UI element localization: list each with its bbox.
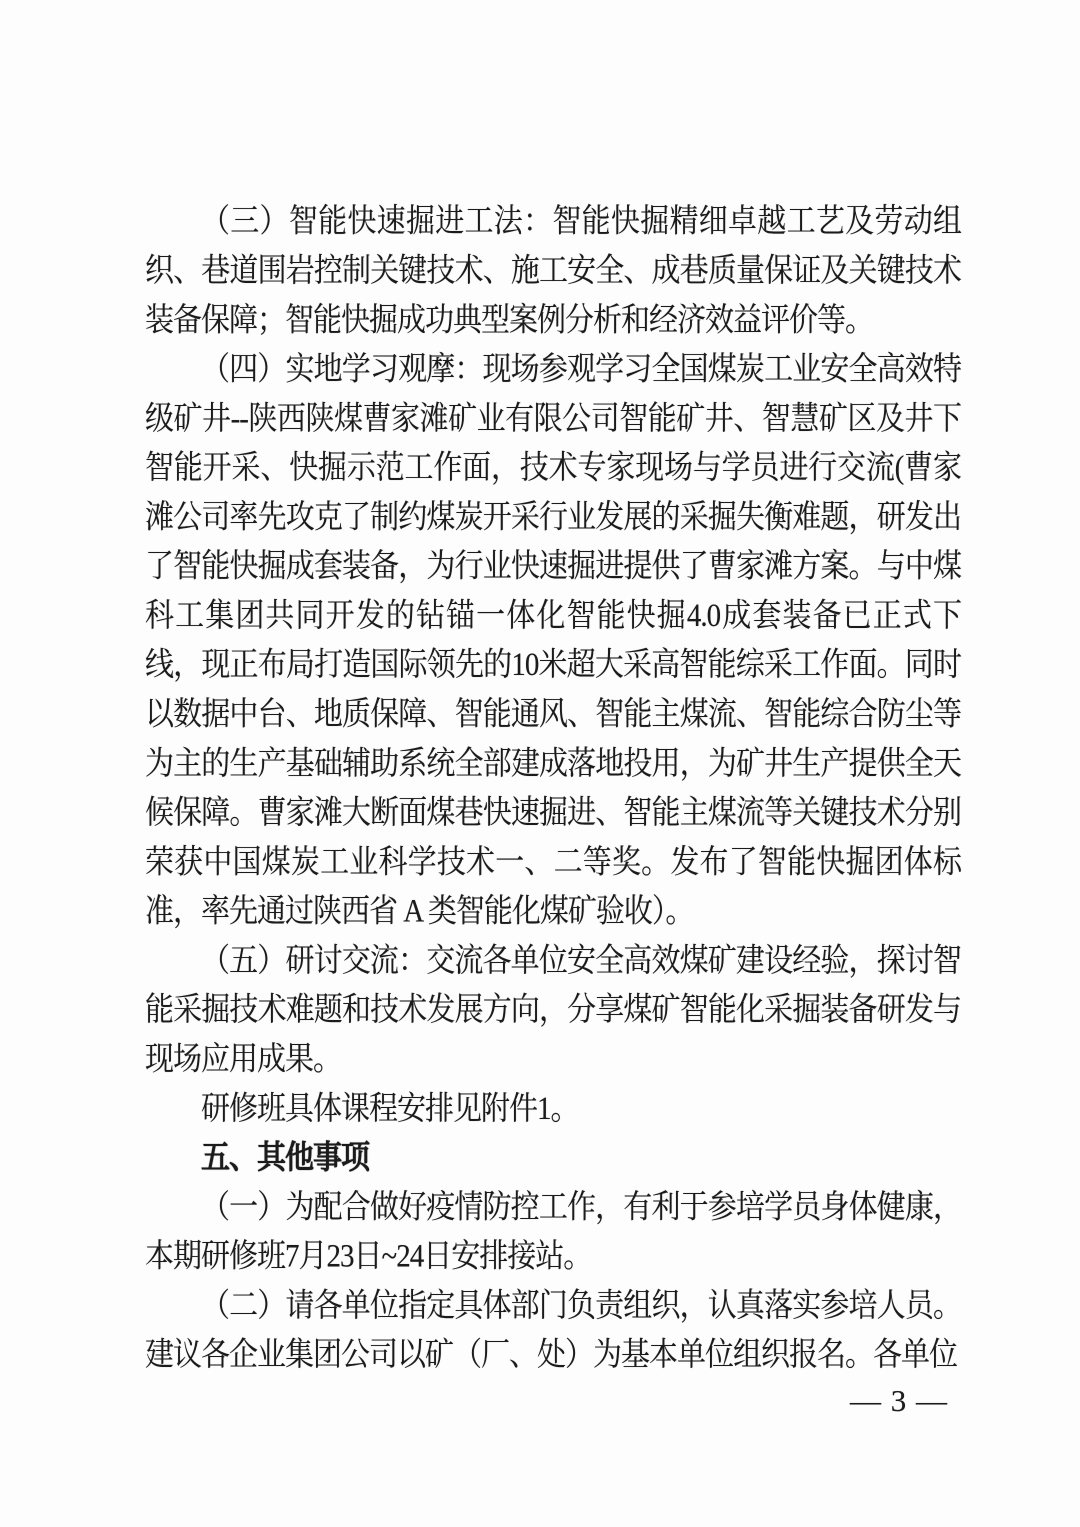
page-number: — 3 — xyxy=(850,1383,948,1418)
paragraph-item-4-field-study: （四）实地学习观摩：现场参观学习全国煤炭工业安全高效特级矿井--陕西陕煤曹家滩矿业有限公司智能矿井、智慧矿区及井下智能开采、快掘示范工作面，技术专家现场与学员进行交流(曹家滩公司率先攻克了制约煤炭开采行业发展的采掘失衡难题，研发出了智能快掘成套装备，为行业快速掘进提供了曹家滩方案。与中煤科工集团共同开发的钻锚一体化智能快掘4.0成套装备已正式下线，现正布局打造国际领先的10米超大采高智能综采工作面。同时以数据中台、地质保障、智能通风、智能主煤流、智能综合防尘等为主的生产基础辅助系统全部建成落地投用，为矿井生产提供全天候保障。曹家滩大断面煤巷快速掘进、智能主煤流等关键技术分别荣获中国煤炭工业科学技术一、二等奖。发布了智能快掘团体标准，率先通过陕西省 A 类智能化煤矿验收）。 xyxy=(145,351,961,930)
document-body xyxy=(145,197,961,1380)
section-heading-other-matters: 五、其他事项 xyxy=(201,1140,370,1176)
other-matters-item-2: （二）请各单位指定具体部门负责组织，认真落实参培人员。建议各企业集团公司以矿（厂、处）为基本单位组织报名。各单位 xyxy=(145,1287,961,1373)
other-matters-item-1: （一）为配合做好疫情防控工作，有利于参培学员身体健康，本期研修班7月23日~24日安排接站。 xyxy=(145,1189,961,1275)
note-schedule-attachment: 研修班具体课程安排见附件1。 xyxy=(201,1090,579,1127)
paragraph-item-5-discussion: （五）研讨交流：交流各单位安全高效煤矿建设经验，探讨智能采掘技术难题和技术发展方向，分享煤矿智能化采掘装备研发与现场应用成果。 xyxy=(145,942,961,1078)
paragraph-item-3-work-method: （三）智能快速掘进工法：智能快掘精细卓越工艺及劳动组织、巷道围岩控制关键技术、施工安全、成巷质量保证及关键技术装备保障；智能快掘成功典型案例分析和经济效益评价等。 xyxy=(145,203,961,339)
